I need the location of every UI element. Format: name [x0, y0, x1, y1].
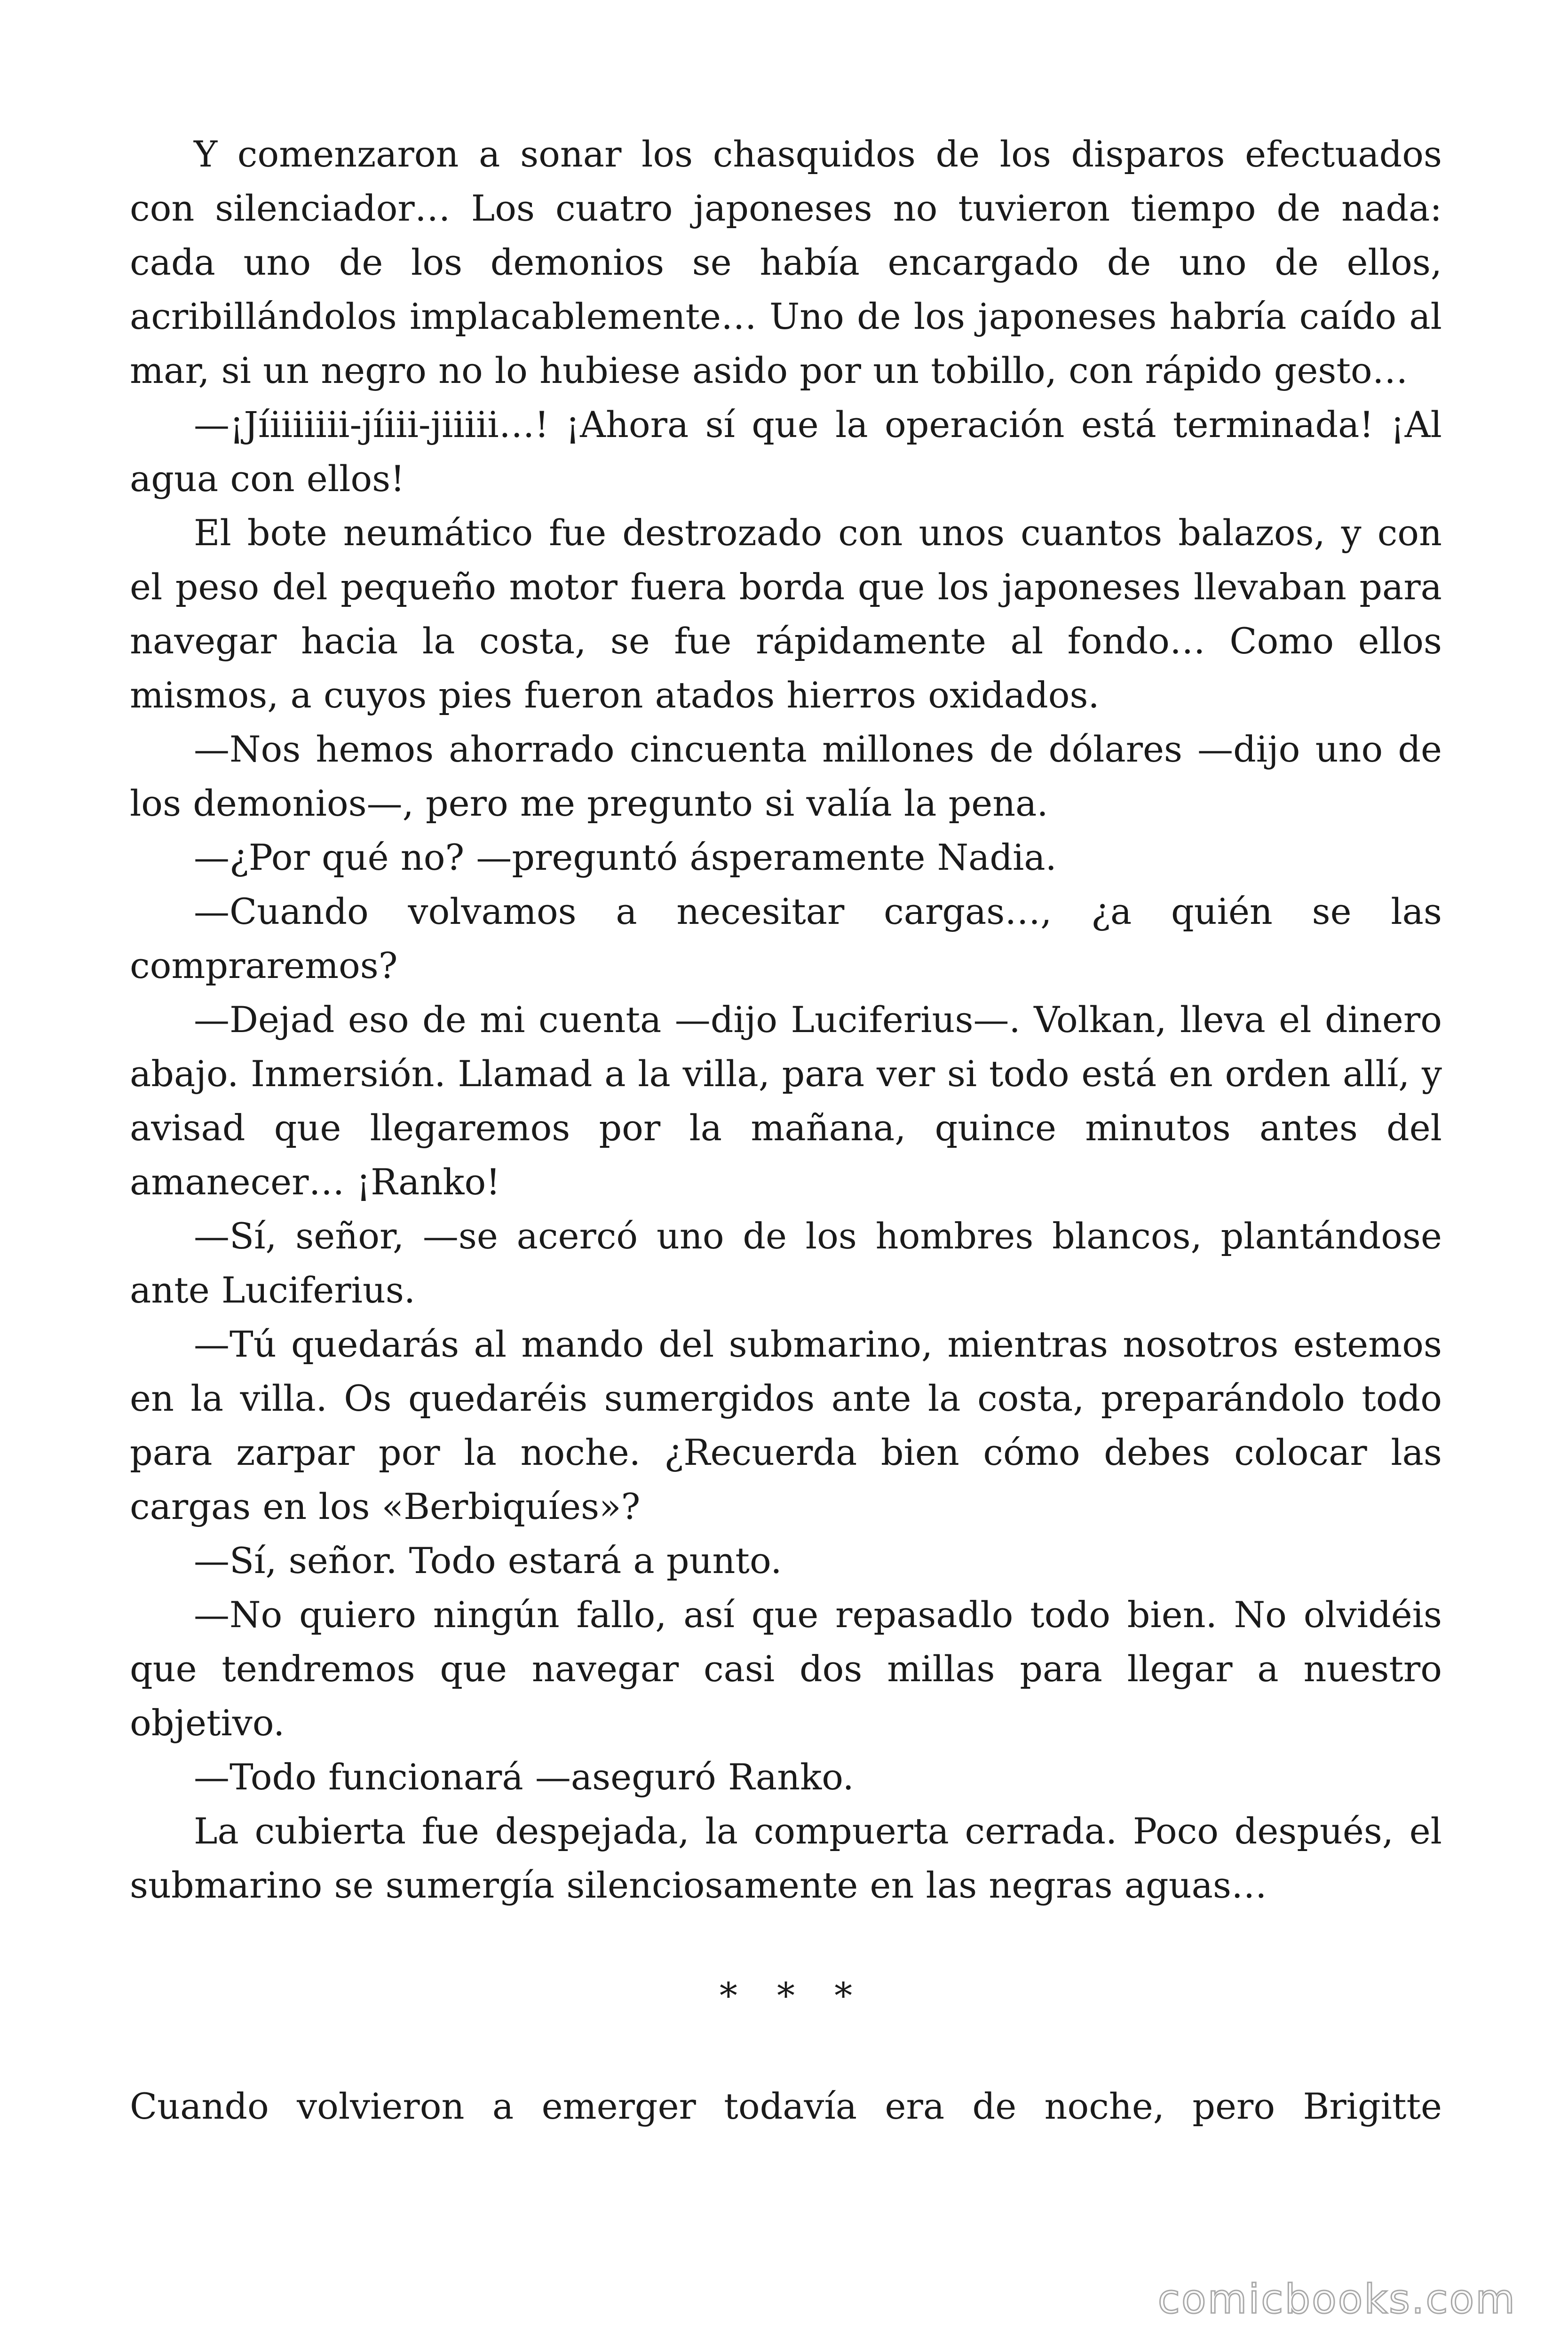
- final-line: Cuando volvieron a emerger todavía era de noche, pero Brigitte: [130, 2085, 1442, 2127]
- paragraph-11: —No quiero ningún fallo, así que repasadlo todo bien. No olvidéis que tendremos que navegar casi dos millas para llegar a nuestro objetivo.: [130, 1594, 1442, 1744]
- paragraph-6: —Cuando volvamos a necesitar cargas…, ¿a quién se las compraremos?: [130, 890, 1442, 986]
- paragraph-8: —Sí, señor, —se acercó uno de los hombres blancos, plantándose ante Luciferius.: [130, 1215, 1442, 1311]
- paragraph-7: —Dejad eso de mi cuenta —dijo Luciferius—. Volkan, lleva el dinero abajo. Inmersión. Llamad a la villa, para ver si todo está en orden allí, y avisad que llegaremos por la mañana, quince minutos antes del amanecer… ¡Ranko!: [130, 999, 1442, 1203]
- paragraph-3: El bote neumático fue destrozado con unos cuantos balazos, y con el peso del pequeño motor fuera borda que los japoneses llevaban para navegar hacia la costa, se fue rápidamente al fondo… Como ellos mismos, a cuyos pies fueron atados hierros oxidados.: [130, 512, 1442, 716]
- book-page: [130, 127, 1442, 2133]
- paragraph-4: —Nos hemos ahorrado cincuenta millones de dólares —dijo uno de los demonios—, pero me pregunto si valía la pena.: [130, 728, 1442, 824]
- paragraph-5: —¿Por qué no? —preguntó ásperamente Nadia.: [194, 836, 1057, 878]
- watermark-logo: comicbooks.com: [1157, 2276, 1516, 2323]
- scene-separator: * * *: [719, 1975, 867, 2017]
- paragraph-12: —Todo funcionará —aseguró Ranko.: [194, 1756, 854, 1798]
- paragraph-2: —¡Jíiiiiiii-jíiii-jiiiii…! ¡Ahora sí que la operación está terminada! ¡Al agua con ellos!: [130, 404, 1442, 500]
- paragraph-9: —Tú quedarás al mando del submarino, mientras nosotros estemos en la villa. Os quedaréis sumergidos ante la costa, preparándolo todo para zarpar por la noche. ¿Recuerda bien cómo debes colocar las cargas en los «Berbiquíes»?: [130, 1323, 1442, 1527]
- paragraph-13: La cubierta fue despejada, la compuerta cerrada. Poco después, el submarino se sumergía silenciosamente en las negras aguas…: [130, 1810, 1442, 1906]
- paragraph-1: Y comenzaron a sonar los chasquidos de los disparos efectuados con silenciador… Los cuatro japoneses no tuvieron tiempo de nada: cada uno de los demonios se había encargado de uno de ellos, acribillándolos implacablemente… Uno de los japoneses habría caído al mar, si un negro no lo hubiese asido por un tobillo, con rápido gesto…: [130, 133, 1442, 391]
- paragraph-10: —Sí, señor. Todo estará a punto.: [194, 1540, 782, 1581]
